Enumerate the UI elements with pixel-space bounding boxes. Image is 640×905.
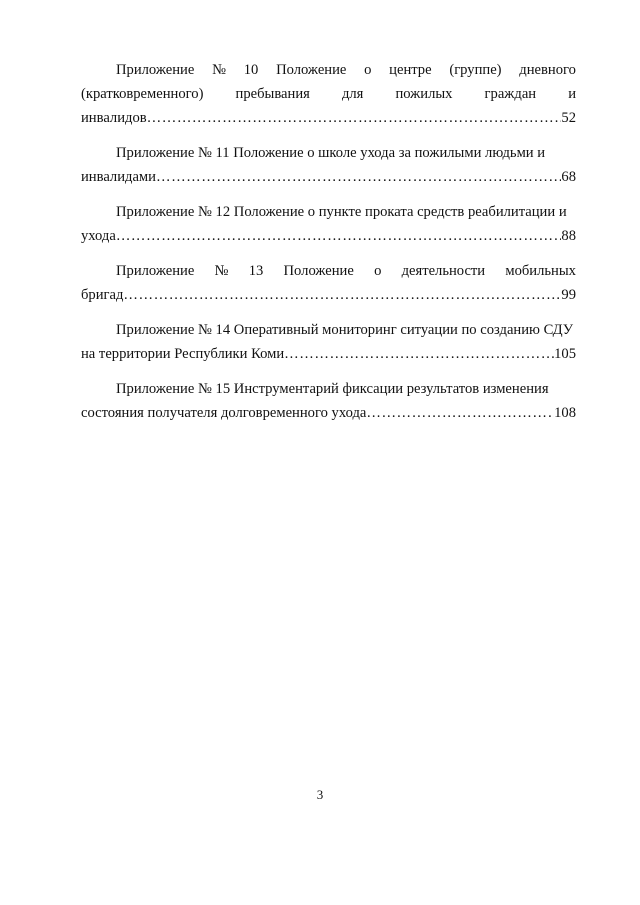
toc-entry-title: Приложение № 15 Инструментарий фиксации результатов изменения <box>116 381 549 397</box>
dot-leader <box>366 401 554 425</box>
toc-page-number: 99 <box>561 287 576 303</box>
toc-word: Положение <box>276 62 347 78</box>
toc-entry-tail-text: инвалидами <box>81 169 156 185</box>
toc-page-number: 68 <box>561 169 576 185</box>
toc-entry-tail-text: состояния получателя долговременного ухода <box>81 405 367 421</box>
toc-word: центре <box>389 62 432 78</box>
toc-page-number: 52 <box>561 110 576 126</box>
dot-leader <box>116 224 562 248</box>
toc-page-number: 88 <box>561 228 576 244</box>
toc-entry-leader-line <box>81 283 576 307</box>
toc-entry-leader-line <box>81 342 576 366</box>
dot-leader <box>123 283 561 307</box>
toc-word: № <box>214 263 229 279</box>
dot-leader <box>147 106 562 130</box>
toc-entry-leader-line <box>81 165 576 189</box>
table-of-contents <box>81 58 576 436</box>
toc-entry-leader-line <box>81 106 576 130</box>
toc-word: для <box>341 86 364 102</box>
toc-page-number: 108 <box>554 405 576 421</box>
toc-page-number: 105 <box>554 346 576 362</box>
toc-word: деятельности <box>401 263 486 279</box>
toc-word: (кратковременного) <box>81 86 204 102</box>
toc-entry-tail-text: инвалидов <box>81 110 147 126</box>
toc-entry-line <box>81 82 576 106</box>
toc-entry-tail-text: бригад <box>81 287 124 303</box>
toc-word: Приложение <box>116 62 195 78</box>
toc-entry-appendix-11[interactable] <box>81 141 576 189</box>
toc-word: мобильных <box>505 263 576 279</box>
toc-word: граждан <box>484 86 537 102</box>
toc-entry-leader-line <box>81 401 576 425</box>
toc-entry-line <box>81 259 576 283</box>
dot-leader <box>284 342 554 366</box>
toc-entry-title: Приложение № 14 Оперативный мониторинг ситуации по созданию СДУ <box>116 322 574 338</box>
toc-entry-appendix-14[interactable] <box>81 318 576 366</box>
toc-word: Положение <box>283 263 354 279</box>
toc-entry-appendix-10[interactable] <box>81 58 576 130</box>
toc-word: о <box>364 62 372 78</box>
toc-entry-appendix-12[interactable] <box>81 200 576 248</box>
toc-word: дневного <box>519 62 576 78</box>
toc-word: пожилых <box>395 86 453 102</box>
toc-word: пребывания <box>235 86 310 102</box>
toc-entry-appendix-13[interactable] <box>81 259 576 307</box>
toc-entry-appendix-15[interactable] <box>81 377 576 425</box>
toc-word: о <box>374 263 382 279</box>
toc-word: Приложение <box>116 263 195 279</box>
toc-word: № <box>212 62 226 78</box>
toc-entry-title: Приложение № 12 Положение о пункте проката средств реабилитации и <box>116 204 567 220</box>
toc-entry-tail-text: на территории Республики Коми <box>81 346 285 362</box>
toc-word: и <box>568 86 576 102</box>
toc-entry-tail-text: ухода <box>81 228 116 244</box>
toc-entry-leader-line <box>81 224 576 248</box>
dot-leader <box>156 165 561 189</box>
toc-word: 13 <box>248 263 264 279</box>
page-number: 3 <box>316 787 324 802</box>
toc-word: 10 <box>243 62 259 78</box>
toc-entry-title: Приложение № 11 Положение о школе ухода за пожилыми людьми и <box>116 145 546 161</box>
toc-entry-line <box>81 58 576 82</box>
toc-word: (группе) <box>449 62 502 78</box>
